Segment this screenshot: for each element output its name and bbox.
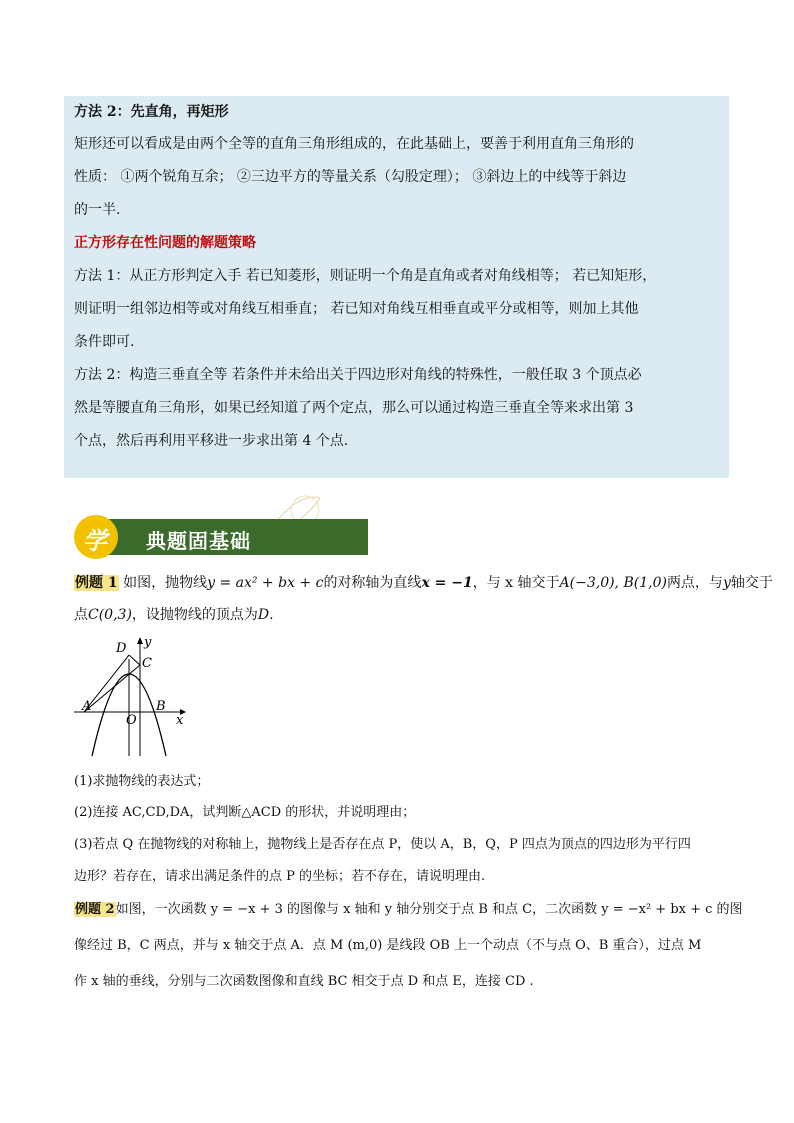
study-badge-icon: [74, 515, 118, 559]
ex1-y: y: [722, 575, 731, 591]
badge-char: 学: [83, 527, 107, 555]
square-method2-text-2: 然是等腰直角三角形，如果已经知道了两个定点，那么可以通过构造三垂直全等来求出第 3: [74, 400, 634, 416]
example1-label: 例题 1: [75, 575, 118, 591]
square-method2-text-3: 个点，然后再利用平移进一步求出第 4 个点.: [74, 433, 349, 449]
method2-text-3: 的一半.: [74, 202, 121, 218]
ex1-text-d: 两点，与: [666, 575, 723, 591]
ex1-l2-b: ，设抛物线的顶点为: [131, 607, 258, 623]
label-A: A: [82, 699, 92, 714]
ex1-l2-a: 点: [74, 607, 88, 623]
example2-line2: 像经过 B，C 两点，并与 x 轴交于点 A．点 M (m,0) 是线段 OB 上一个动点（不与点 O、B 重合），过点 M: [74, 938, 702, 953]
method2-text-1: 矩形还可以看成是由两个全等的直角三角形组成的，在此基础上，要善于利用直角三角形的: [74, 136, 634, 152]
question-1: (1)求抛物线的表达式；: [74, 774, 210, 789]
example1-line1: [74, 574, 773, 592]
method2-text-2: 性质： ①两个锐角互余； ②三边平方的等量关系（勾股定理）； ③斜边上的中线等于斜边: [74, 169, 627, 185]
method-summary-box: [64, 96, 729, 478]
question-2: (2)连接 AC,CD,DA，试判断△ACD 的形状，并说明理由；: [74, 805, 416, 820]
square-method1-text-1: 方法 1：从正方形判定入手 若已知菱形，则证明一个角是直角或者对角线相等； 若已知矩形，: [74, 268, 657, 284]
ex1-vertex-d: D: [257, 607, 270, 623]
example1-line2: [74, 606, 274, 624]
ex1-text-c: ，与 x 轴交于: [472, 575, 560, 591]
ex2-text-1: 如图，一次函数 y = −x + 3 的图像与 x 轴和 y 轴分别交于点 B 和点 C，二次函数 y = −x² + bx + c 的图: [115, 902, 743, 917]
square-method2-text-1: 方法 2：构造三垂直全等 若条件并未给出关于四边形对角线的特殊性，一般任取 3 个顶点必: [74, 367, 642, 383]
label-B: B: [156, 699, 166, 714]
ex1-equation: y = ax² + bx + c: [207, 575, 324, 591]
ex1-point-c: C(0,3): [88, 607, 132, 623]
ex1-points: A(−3,0), B(1,0): [559, 575, 667, 591]
banner-title: 典题固基础: [146, 529, 251, 553]
banner-bar: [106, 519, 368, 555]
example2-line3: 作 x 轴的垂线，分别与二次函数图像和直线 BC 相交于点 D 和点 E，连接 CD .: [74, 974, 534, 989]
label-x: x: [176, 713, 184, 728]
square-method1-text-2: 则证明一组邻边相等或对角线互相垂直； 若已知对角线互相垂直或平分或相等，则加上其他: [74, 301, 639, 317]
ex1-l2-d: .: [269, 607, 274, 623]
method2-title: 方法 2：先直角，再矩形: [74, 104, 229, 120]
label-C: C: [142, 656, 152, 671]
ex1-text-b: 的对称轴为直线: [323, 575, 422, 591]
parabola-figure: [72, 632, 192, 760]
ex1-text-f: 轴交于: [730, 575, 773, 591]
label-D: D: [116, 641, 127, 656]
ex1-axis-eq: x = −1: [421, 575, 473, 591]
strategy-heading: 正方形存在性问题的解题策略: [74, 235, 256, 251]
example2-label: 例题 2: [75, 902, 115, 917]
question-3-line2: 边形？若存在，请求出满足条件的点 P 的坐标；若不存在，请说明理由.: [74, 869, 486, 884]
label-y: y: [144, 635, 152, 650]
square-method1-text-3: 条件即可.: [74, 334, 135, 350]
section-banner: [70, 515, 310, 559]
ex1-text-a: 如图，抛物线: [118, 575, 208, 591]
example2-line1: [74, 901, 743, 919]
question-3-line1: (3)若点 Q 在抛物线的对称轴上，抛物线上是否存在点 P，使以 A，B，Q，P 四点为顶点的四边形为平行四: [74, 837, 691, 852]
label-O: O: [126, 713, 137, 728]
